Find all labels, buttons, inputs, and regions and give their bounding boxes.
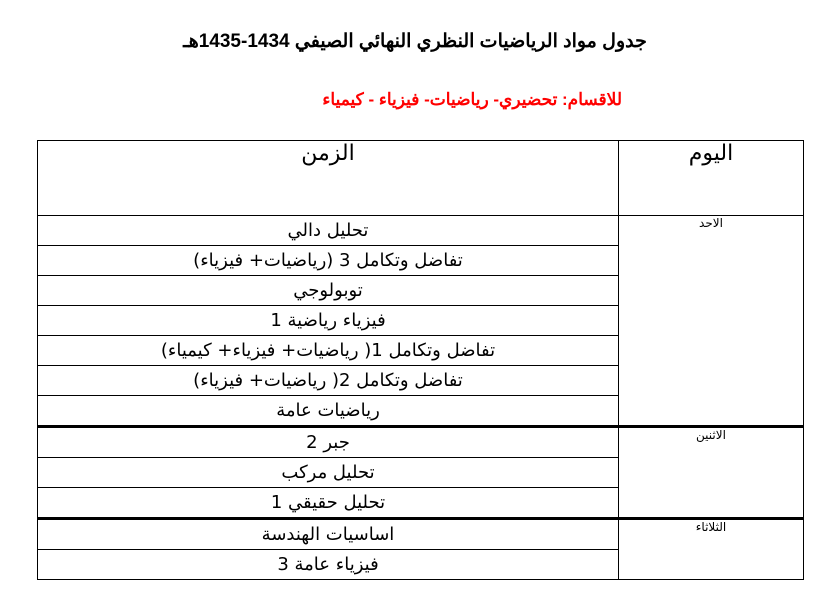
page-title: جدول مواد الرياضيات النظري النهائي الصيفي 1434-1435هـ (183, 31, 647, 52)
time-column-header: الزمن (38, 141, 619, 216)
subject-cell: تحليل دالي (38, 216, 619, 246)
subject-cell: فيزياء رياضية 1 (38, 306, 619, 336)
subject-cell: فيزياء عامة 3 (38, 550, 619, 580)
subject-cell: تفاضل وتكامل 1( رياضيات+ فيزياء+ كيمياء) (38, 336, 619, 366)
day-cell-monday: الاثنين (619, 427, 804, 519)
departments-subtitle: للاقسام: تحضيري- رياضيات- فيزياء - كيمياء (322, 90, 622, 109)
subject-cell: تحليل مركب (38, 458, 619, 488)
subject-cell: توبولوجي (38, 276, 619, 306)
header-row (38, 141, 804, 216)
day-cell-sunday: الاحد (619, 216, 804, 427)
subject-cell: اساسيات الهندسة (38, 519, 619, 550)
subject-cell: رياضيات عامة (38, 396, 619, 427)
subject-cell: تحليل حقيقي 1 (38, 488, 619, 519)
subject-cell: تفاضل وتكامل 3 (رياضيات+ فيزياء) (38, 246, 619, 276)
schedule-table (37, 140, 804, 580)
subject-cell: تفاضل وتكامل 2( رياضيات+ فيزياء) (38, 366, 619, 396)
table-row (38, 519, 804, 550)
subject-cell: جبر 2 (38, 427, 619, 458)
day-cell-tuesday: الثلاثاء (619, 519, 804, 580)
day-column-header: اليوم (619, 141, 804, 216)
table-row (38, 216, 804, 246)
table-row (38, 427, 804, 458)
